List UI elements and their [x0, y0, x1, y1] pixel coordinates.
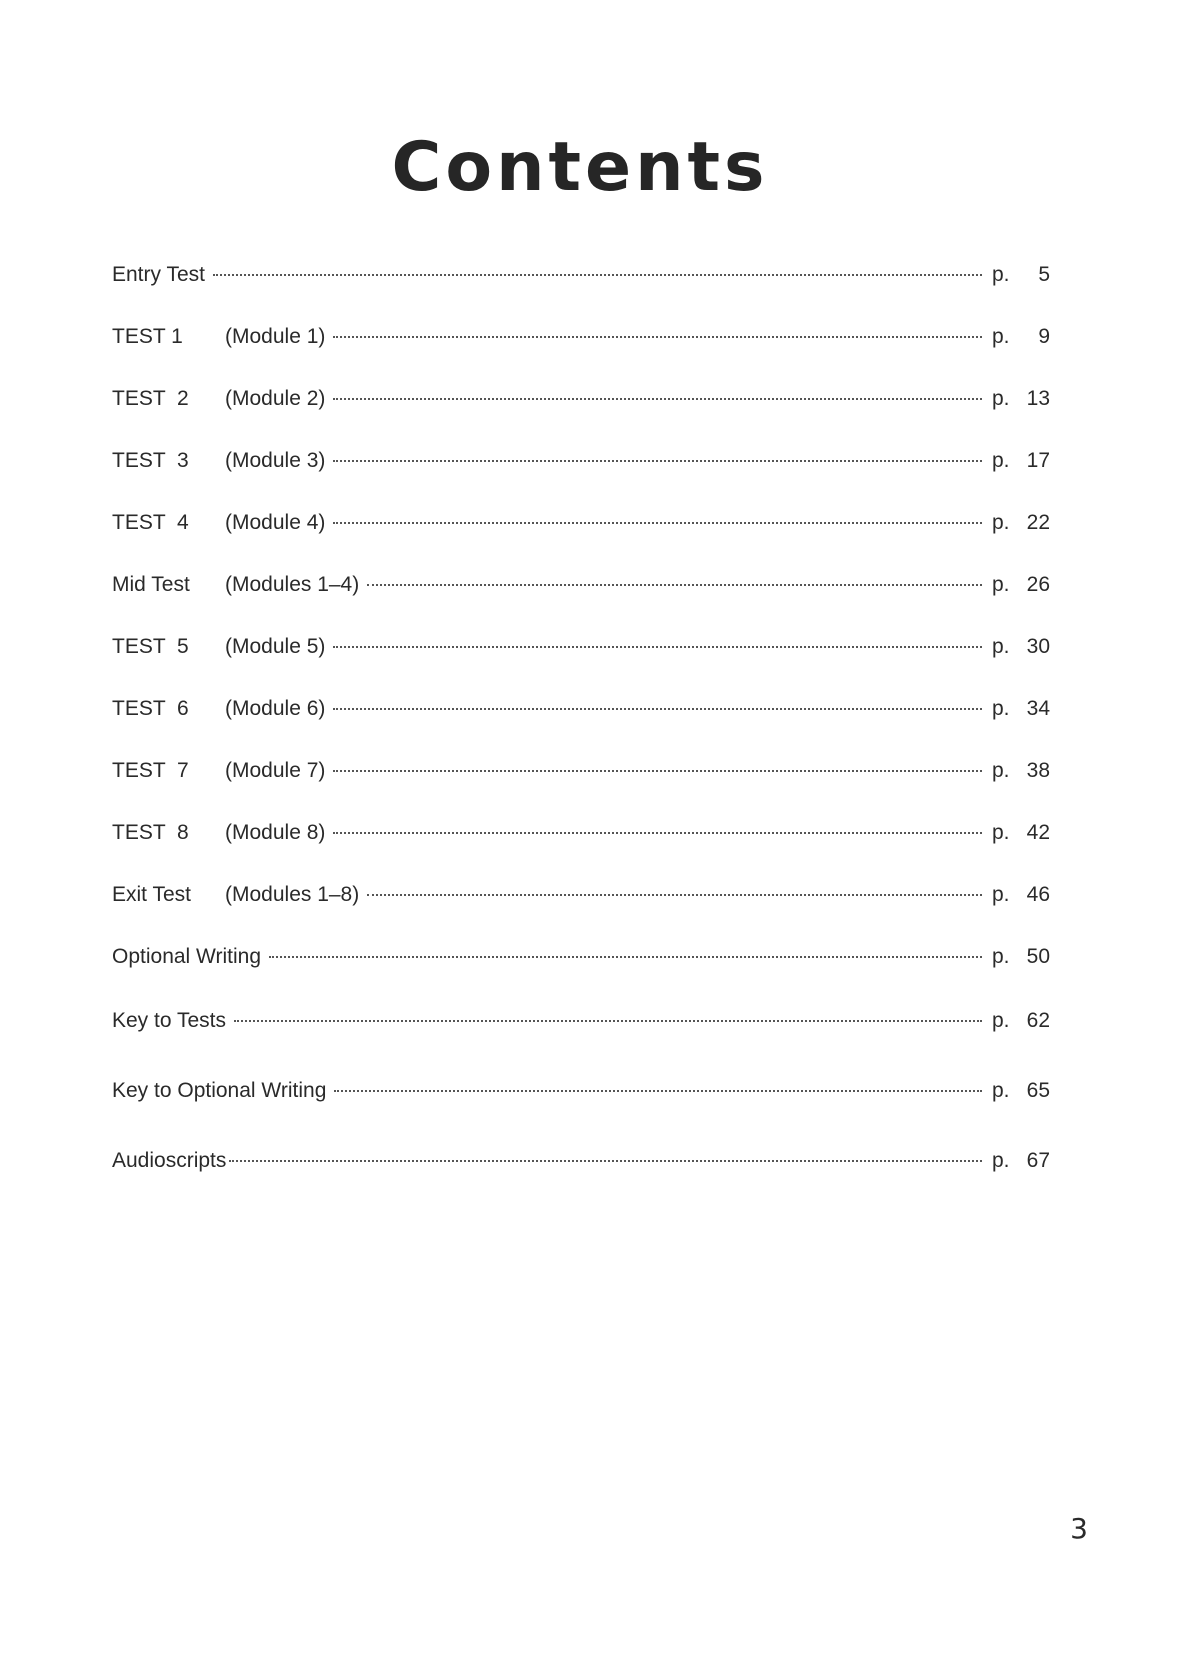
dot-leader: [234, 1020, 982, 1022]
dot-leader: [333, 646, 982, 648]
toc-entry[interactable]: [112, 446, 1050, 476]
toc-entry-label: Entry Test: [112, 263, 205, 286]
page-prefix: p.: [992, 759, 1010, 782]
page-prefix: p.: [992, 1009, 1010, 1032]
toc-entry-label: Mid Test: [112, 573, 190, 596]
toc-entry-label: TEST 5: [112, 635, 189, 658]
dot-leader: [367, 894, 982, 896]
toc-entry[interactable]: [112, 942, 1050, 972]
page-prefix: p.: [992, 1149, 1010, 1172]
toc-page-number: 65: [1026, 1079, 1050, 1102]
toc-entry[interactable]: [112, 632, 1050, 662]
toc-entry-module: (Module 6): [225, 697, 326, 720]
toc-entry-label: TEST 1: [112, 325, 183, 348]
toc-entry[interactable]: [112, 260, 1050, 290]
toc-entry[interactable]: [112, 322, 1050, 352]
toc-page-number: 67: [1026, 1149, 1050, 1172]
toc-entry[interactable]: [112, 384, 1050, 414]
toc-entry[interactable]: [112, 1076, 1050, 1106]
toc-entry[interactable]: [112, 694, 1050, 724]
dot-leader: [333, 522, 982, 524]
toc-entry-label: Optional Writing: [112, 945, 262, 968]
toc-page-number: 26: [1026, 573, 1050, 596]
dot-leader: [333, 708, 982, 710]
dot-leader: [333, 460, 982, 462]
page-prefix: p.: [992, 573, 1010, 596]
toc-entry-label: Key to Optional Writing: [112, 1079, 327, 1102]
toc-page-number: 9: [1038, 325, 1050, 348]
toc-entry[interactable]: [112, 818, 1050, 848]
toc-entry-label: Audioscripts: [112, 1149, 227, 1172]
dot-leader: [333, 832, 982, 834]
toc-page-number: 34: [1026, 697, 1050, 720]
page-number: 3: [1070, 1512, 1088, 1545]
toc-entry[interactable]: [112, 508, 1050, 538]
dot-leader: [229, 1160, 982, 1162]
toc-page-number: 13: [1026, 387, 1050, 410]
toc-page-number: 46: [1026, 883, 1050, 906]
toc-page-number: 22: [1026, 511, 1050, 534]
toc-entry-module: (Modules 1–4): [225, 573, 360, 596]
toc-entry-module: (Module 8): [225, 821, 326, 844]
page-prefix: p.: [992, 1079, 1010, 1102]
page-prefix: p.: [992, 697, 1010, 720]
toc-entry[interactable]: [112, 1006, 1050, 1036]
dot-leader: [213, 274, 982, 276]
toc-entry-module: (Modules 1–8): [225, 883, 360, 906]
toc-entry-module: (Module 3): [225, 449, 326, 472]
toc-entry-module: (Module 2): [225, 387, 326, 410]
dot-leader: [334, 1090, 982, 1092]
page-prefix: p.: [992, 945, 1010, 968]
toc-page-number: 50: [1026, 945, 1050, 968]
toc-page-number: 5: [1038, 263, 1050, 286]
toc-entry[interactable]: [112, 756, 1050, 786]
toc-entry-module: (Module 7): [225, 759, 326, 782]
toc-entry-label: TEST 6: [112, 697, 189, 720]
toc-entry-module: (Module 5): [225, 635, 326, 658]
toc-entry-label: TEST 8: [112, 821, 189, 844]
page-prefix: p.: [992, 511, 1010, 534]
toc-entry-label: Key to Tests: [112, 1009, 227, 1032]
toc-entry-label: TEST 2: [112, 387, 189, 410]
toc-entry-module: (Module 4): [225, 511, 326, 534]
toc-entry-module: (Module 1): [225, 325, 326, 348]
toc-page-number: 42: [1026, 821, 1050, 844]
dot-leader: [367, 584, 982, 586]
page-prefix: p.: [992, 387, 1010, 410]
toc-entry-label: Exit Test: [112, 883, 191, 906]
page-title: Contents: [391, 128, 769, 207]
toc-page-number: 62: [1026, 1009, 1050, 1032]
page-prefix: p.: [992, 883, 1010, 906]
page-prefix: p.: [992, 449, 1010, 472]
toc-entry[interactable]: [112, 1146, 1050, 1176]
dot-leader: [333, 398, 982, 400]
toc-page-number: 38: [1026, 759, 1050, 782]
toc-entry-label: TEST 4: [112, 511, 189, 534]
page-prefix: p.: [992, 325, 1010, 348]
toc-entry[interactable]: [112, 570, 1050, 600]
page-prefix: p.: [992, 635, 1010, 658]
toc-entry[interactable]: [112, 880, 1050, 910]
toc-entry-label: TEST 3: [112, 449, 189, 472]
dot-leader: [333, 336, 982, 338]
toc-page-number: 17: [1026, 449, 1050, 472]
page-prefix: p.: [992, 263, 1010, 286]
page-prefix: p.: [992, 821, 1010, 844]
toc-page-number: 30: [1026, 635, 1050, 658]
dot-leader: [269, 956, 982, 958]
toc-entry-label: TEST 7: [112, 759, 189, 782]
dot-leader: [333, 770, 982, 772]
